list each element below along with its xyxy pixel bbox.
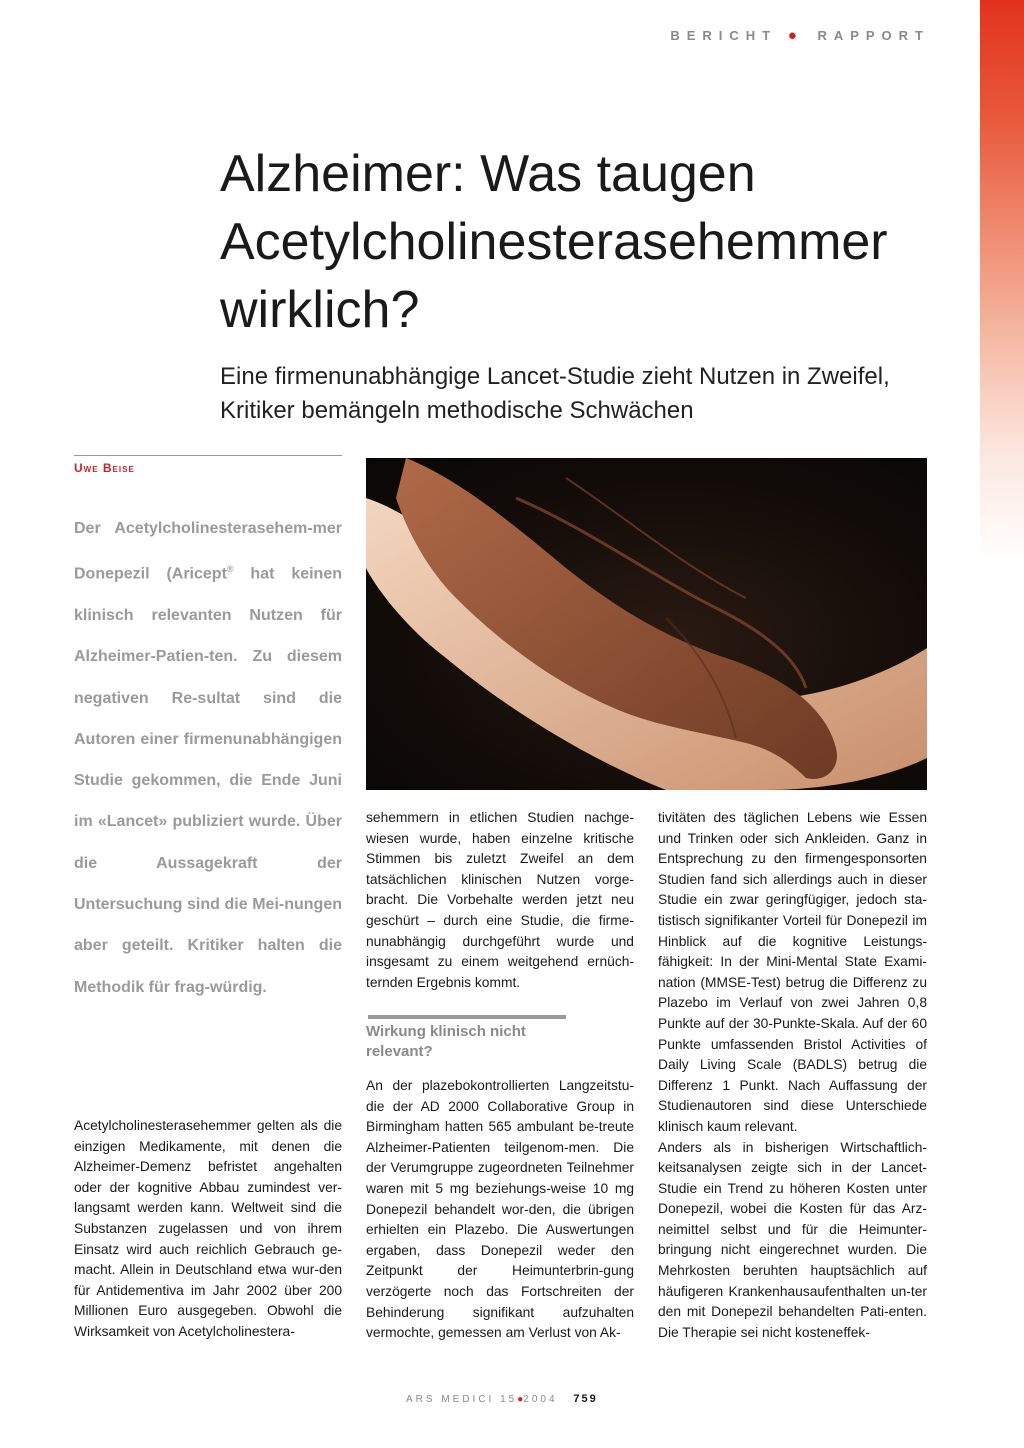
section-label-left: BERICHT — [670, 28, 778, 43]
section-separator: ● — [787, 27, 807, 44]
lead-text-rest: hat keinen klinisch relevanten Nutzen für Alzheimer-Patien-ten. Zu diesem negativen Re-sultat sind die Autoren einer firmenunabhängigen Studie gekommen, die Ende Juni im «Lancet» publiziert wurde. Über die Aussagekraft der Untersuchung sind die Mei-nungen aber geteilt. Kritiker halten die Methodik für frag-würdig. — [74, 565, 342, 996]
section-label-right: RAPPORT — [817, 28, 930, 43]
column-2 — [366, 808, 634, 993]
author-name: Uwe Beise — [74, 461, 135, 475]
col2b-paragraph: An der plazebokontrollierten Langzeitstu-die der AD 2000 Collaborative Group in Birmingham hatten 565 ambulant be-treute Alzheimer-Patienten teilgenom-men. Die der Verumgruppe zugeordneten Teilnehmer waren mit 5 mg beziehungs-weise 10 mg Donepezil behandelt wor-den, die übrigen erhielten ein Plazebo. Die Auswertungen ergaben, dass Donepezil weder den Zeitpunkt der Heimunterbrin-gung verzögerte noch das Fortschreiten der Behinderung signifikant aufzuhalten vermochte, gemessen am Verlust von Ak- — [366, 1078, 634, 1341]
edge-color-bar — [980, 0, 1024, 560]
footer-separator: ● — [517, 1394, 524, 1405]
section-header — [560, 27, 930, 44]
subheading: Wirkung klinisch nicht relevant? — [366, 1023, 526, 1060]
journal-name: ARS MEDICI 15 — [406, 1394, 518, 1405]
hands-illustration — [366, 458, 927, 790]
column-1 — [74, 1116, 342, 1343]
registered-mark: ® — [226, 564, 234, 575]
hands-photo — [366, 458, 927, 790]
article-title: Alzheimer: Was taugen Acetylcholinesterasehemmer wirklich? — [220, 145, 888, 339]
col3-paragraph-2: Anders als in bisherigen Wirtschaftlich-keitsanalysen zeigte sich in der Lancet-Studie ein Trend zu höheren Kosten unter Donepezil, wobei die Kosten für das Arz-neimittel selbst und für die Heimunter-bringung nicht eingerechnet wurden. Die Mehrkosten beruhten hauptsächlich auf häufigeren Krankenhausaufenthalten un-ter den mit Donepezil behandelten Pati-enten. Die Therapie sei nicht kosteneffek- — [658, 1139, 927, 1340]
column-3 — [658, 808, 927, 1343]
page-number: 759 — [573, 1393, 598, 1405]
column-2-continued — [366, 1076, 634, 1344]
article-subtitle: Eine firmenunabhängige Lancet-Studie zieht Nutzen in Zweifel, Kritiker bemängeln methodische Schwächen — [220, 363, 890, 424]
lead-text-start: Der Acetylcholinesterasehem-mer Donepezil (Aricept — [74, 520, 342, 583]
author-rule — [74, 455, 342, 456]
page-footer — [406, 1393, 598, 1405]
journal-year: 2004 — [523, 1394, 558, 1405]
subheading-rule — [368, 1015, 566, 1019]
col2-paragraph: sehemmern in etlichen Studien nachge-wiesen wurde, haben einzelne kritische Stimmen bis zuletzt Zweifel an dem tatsächlichen klinischen Nutzen vorge-bracht. Die Vorbehalte werden jetzt neu geschürt – durch eine Studie, die firme-nunabhängig durchgeführt wurde und insgesamt zu einem weitgehend ernüch-ternden Ergebnis kommt. — [366, 810, 634, 990]
lead-paragraph — [74, 508, 342, 1008]
col1-paragraph: Acetylcholinesterasehemmer gelten als die einzigen Medikamente, mit denen die Alzheimer-Demenz befristet angehalten oder der kognitive Abbau zumindest ver-langsamt werden kann. Weltweit sind die Substanzen zugelassen und von ihrem Einsatz wird auch reichlich Gebrauch ge-macht. Allein in Deutschland etwa wur-den für Antidementiva im Jahr 2002 über 200 Millionen Euro ausgegeben. Obwohl die Wirksamkeit von Acetylcholinestera- — [74, 1118, 342, 1339]
col3-paragraph-1: tivitäten des täglichen Lebens wie Essen und Trinken oder sich Ankleiden. Ganz in Entsprechung zu den firmengesponsorten Studien fand sich allerdings auch in dieser Studie ein zwar geringfügiger, jedoch sta-tistisch signifikanter Vorteil für Donepezil im Hinblick auf die kognitive Leistungs-fähigkeit: In der Mini-Mental State Exami-nation (MMSE-Test) betrug die Differenz zu Plazebo im Verlauf von zwei Jahren 0,8 Punkte auf der 30-Punkte-Skala. Auf der 60 Punkte umfassenden Bristol Activities of Daily Living Scale (BADLS) betrug die Differenz 1 Punkt. Nach Auffassung der Studienautoren sind diese Unterschiede klinisch kaum relevant. — [658, 810, 927, 1134]
